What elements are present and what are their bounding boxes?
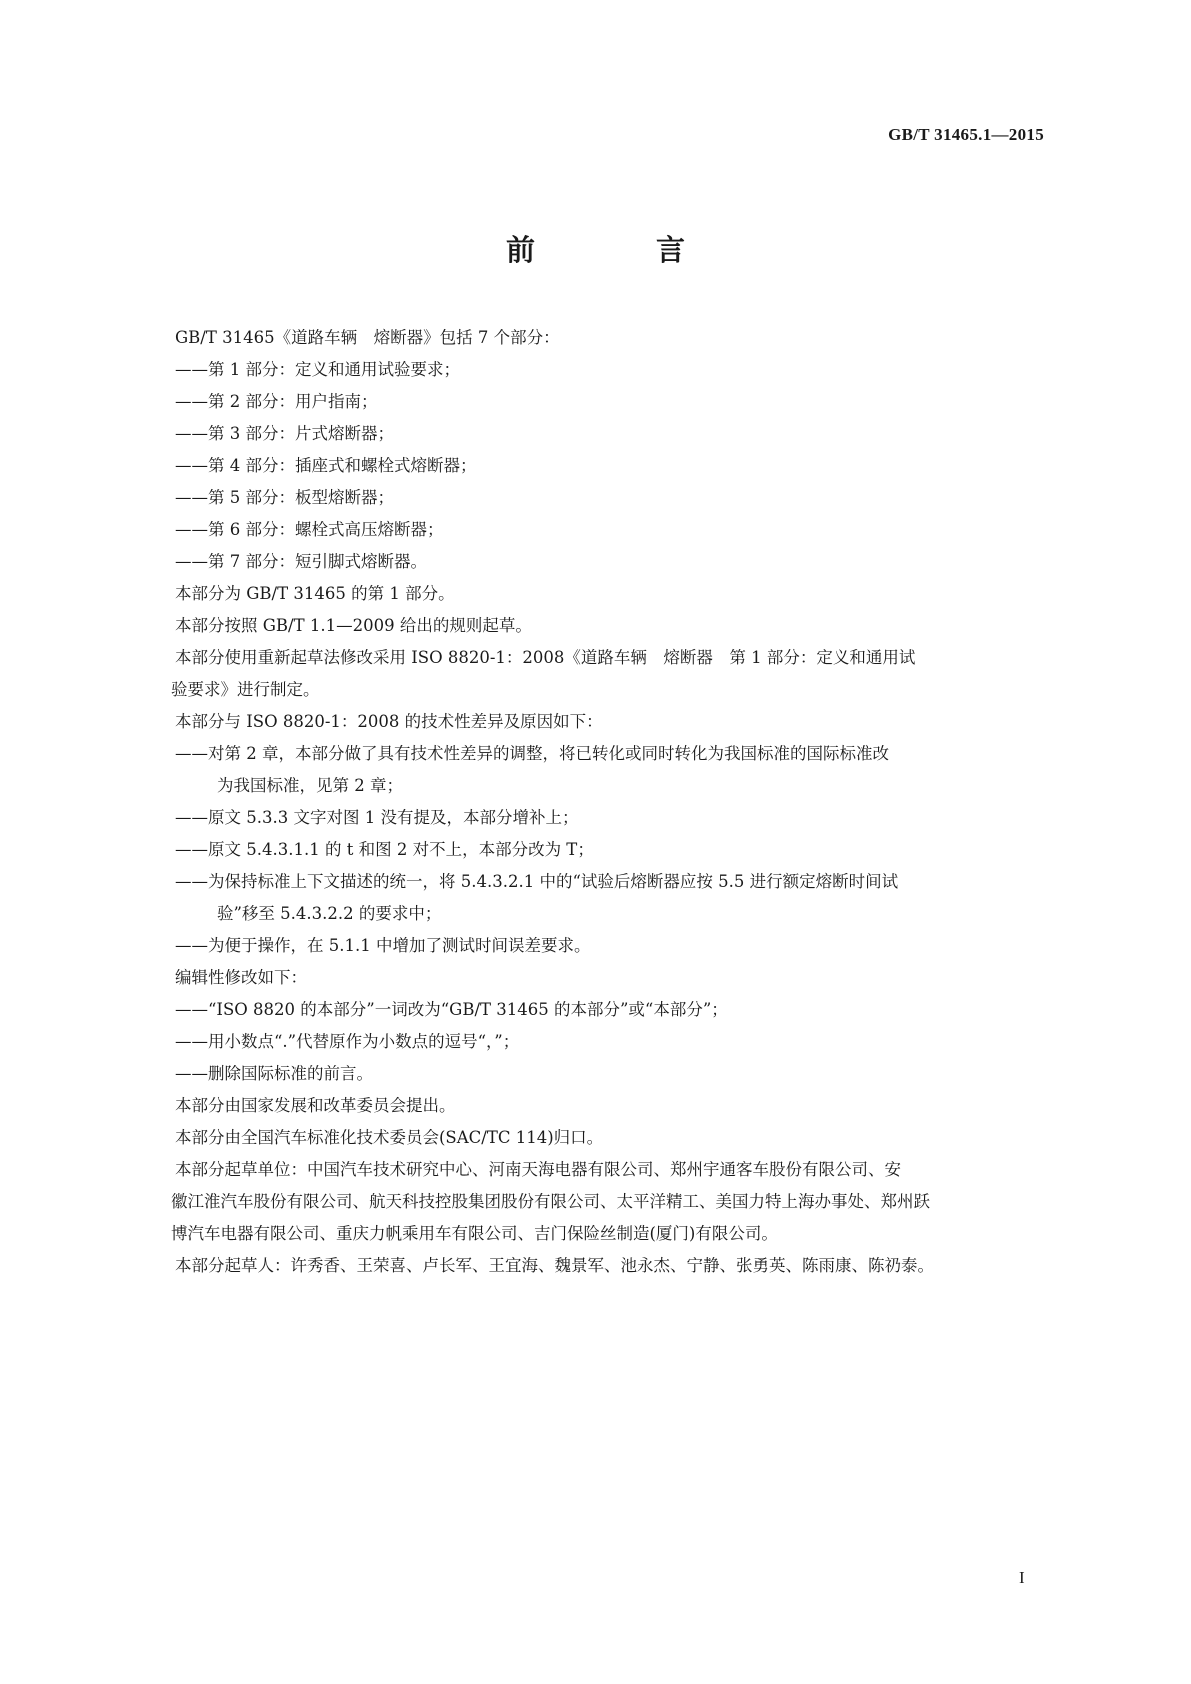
editorial-item: ——删除国际标准的前言。 [175, 1064, 373, 1083]
adoption-paragraph-line2: 验要求》进行制定。 [171, 680, 320, 699]
difference-item: ——原文 5.4.3.1.1 的 t 和图 2 对不上，本部分改为 T； [175, 840, 594, 859]
editorial-item: ——用小数点“.”代替原作为小数点的逗号“，”； [175, 1032, 520, 1051]
page-number: I [1019, 1568, 1025, 1587]
editorial-item: ——“ISO 8820 的本部分”一词改为“GB/T 31465 的本部分”或“本部分”； [175, 1000, 728, 1019]
document-code: GB/T 31465.1—2015 [888, 125, 1044, 144]
list-item: ——第 6 部分：螺栓式高压熔断器； [175, 520, 444, 539]
editorial-intro: 编辑性修改如下： [175, 968, 307, 987]
intro-paragraph: GB/T 31465《道路车辆 熔断器》包括 7 个部分： [175, 328, 560, 347]
list-item: ——第 2 部分：用户指南； [175, 392, 378, 411]
part-statement: 本部分为 GB/T 31465 的第 1 部分。 [175, 584, 455, 603]
difference-item: ——原文 5.3.3 文字对图 1 没有提及，本部分增补上； [175, 808, 579, 827]
committee-paragraph: 本部分由全国汽车标准化技术委员会(SAC/TC 114)归口。 [175, 1128, 604, 1147]
difference-item-line1: ——为保持标准上下文描述的统一，将 5.4.3.2.1 中的“试验后熔断器应按 5.5 进行额定熔断时间试 [175, 872, 899, 891]
adoption-paragraph-line1: 本部分使用重新起草法修改采用 ISO 8820-1：2008《道路车辆 熔断器 第 1 部分：定义和通用试 [175, 648, 916, 667]
difference-item: ——为便于操作，在 5.1.1 中增加了测试时间误差要求。 [175, 936, 591, 955]
page-title: 前 言 [505, 233, 731, 267]
list-item: ——第 4 部分：插座式和螺栓式熔断器； [175, 456, 477, 475]
list-item: ——第 7 部分：短引脚式熔断器。 [175, 552, 427, 571]
drafting-units-line1: 本部分起草单位：中国汽车技术研究中心、河南天海电器有限公司、郑州宇通客车股份有限公司、安 [175, 1160, 901, 1179]
difference-item-line2: 验”移至 5.4.3.2.2 的要求中； [217, 904, 442, 923]
differences-intro: 本部分与 ISO 8820-1：2008 的技术性差异及原因如下： [175, 712, 603, 731]
list-item: ——第 3 部分：片式熔断器； [175, 424, 394, 443]
list-item: ——第 1 部分：定义和通用试验要求； [175, 360, 460, 379]
proposer-paragraph: 本部分由国家发展和改革委员会提出。 [175, 1096, 456, 1115]
drafting-units-line3: 博汽车电器有限公司、重庆力帆乘用车有限公司、吉门保险丝制造(厦门)有限公司。 [171, 1224, 778, 1243]
difference-item-line2: 为我国标准，见第 2 章； [217, 776, 403, 795]
foreword-body [171, 322, 1055, 1282]
list-item: ——第 5 部分：板型熔断器； [175, 488, 394, 507]
drafters-paragraph: 本部分起草人：许秀香、王荣喜、卢长军、王宜海、魏景军、池永杰、宁静、张勇英、陈雨康、陈礽泰。 [175, 1256, 934, 1275]
drafting-units-line2: 徽江淮汽车股份有限公司、航天科技控股集团股份有限公司、太平洋精工、美国力特上海办事处、郑州跃 [171, 1192, 930, 1211]
difference-item-line1: ——对第 2 章，本部分做了具有技术性差异的调整，将已转化或同时转化为我国标准的国际标准改 [175, 744, 889, 763]
drafting-rules: 本部分按照 GB/T 1.1—2009 给出的规则起草。 [175, 616, 532, 635]
